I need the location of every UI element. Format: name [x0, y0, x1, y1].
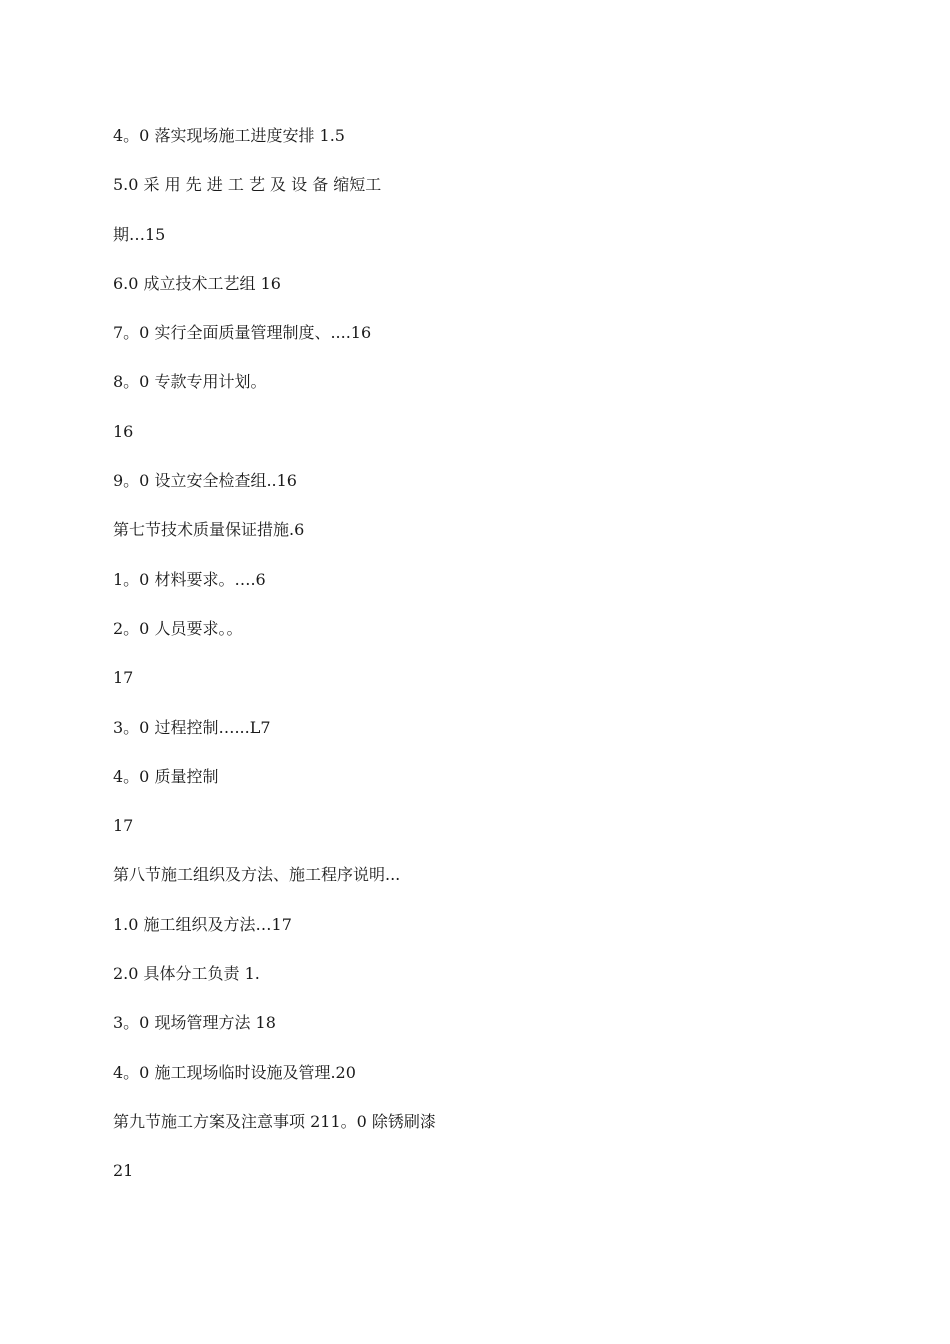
- toc-line: 2.0 具体分工负责 1.: [113, 964, 260, 984]
- toc-line: 6.0 成立技术工艺组 16: [113, 273, 281, 293]
- toc-line: 8。0 专款专用计划。: [113, 372, 267, 392]
- toc-line: 7。0 实行全面质量管理制度、....16: [113, 323, 372, 343]
- toc-line: 9。0 设立安全检查组..16: [113, 471, 297, 491]
- toc-line: 1.0 施工组织及方法…17: [113, 914, 292, 934]
- toc-line: 第九节施工方案及注意事项 211。0 除锈刷漆: [113, 1111, 436, 1131]
- toc-line: 4。0 施工现场临时设施及管理.20: [113, 1062, 356, 1082]
- toc-line: 第七节技术质量保证措施.6: [113, 520, 305, 540]
- toc-line: 3。0 现场管理方法 18: [113, 1013, 276, 1033]
- toc-line: 21: [113, 1161, 134, 1181]
- toc-line: 第八节施工组织及方法、施工程序说明...: [113, 865, 401, 885]
- toc-line: 4。0 质量控制: [113, 766, 219, 786]
- table-of-contents: [113, 124, 833, 1209]
- toc-line: 16: [113, 421, 134, 441]
- toc-line: 5.0 采 用 先 进 工 艺 及 设 备 缩短工: [113, 175, 382, 195]
- toc-line: 17: [113, 668, 134, 688]
- toc-line: 2。0 人员要求。。: [113, 618, 243, 638]
- toc-line: 期…15: [113, 224, 166, 244]
- toc-line: 4。0 落实现场施工进度安排 1.5: [113, 126, 345, 145]
- toc-line: 17: [113, 816, 134, 836]
- toc-line: 1。0 材料要求。….6: [113, 569, 266, 589]
- toc-line: 3。0 过程控制…...L7: [113, 717, 271, 737]
